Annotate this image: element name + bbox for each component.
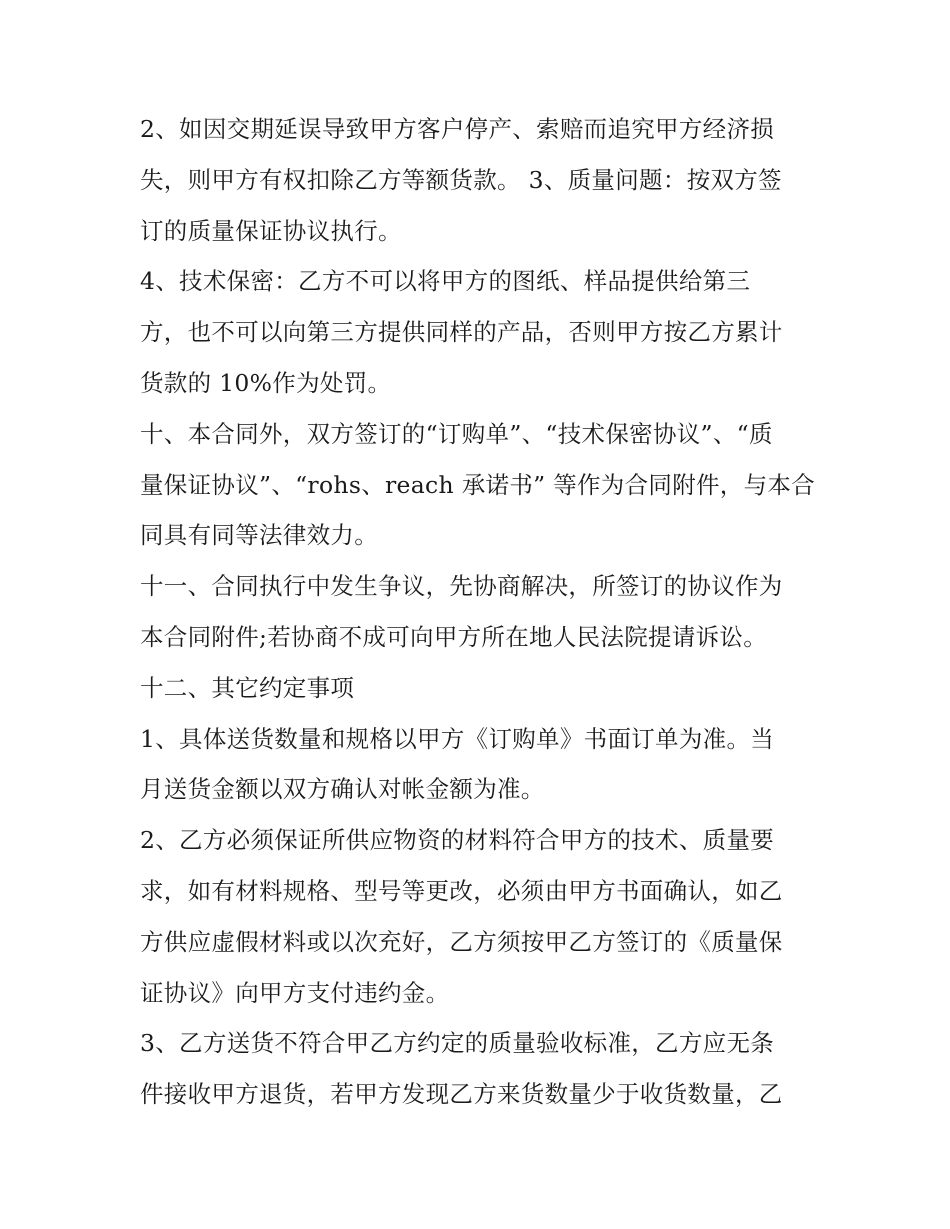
text-line: 1、具体送货数量和规格以甲方《订购单》书面订单为准。当 [140,724,775,753]
text-line: 方供应虚假材料或以次充好，乙方须按甲乙方签订的《质量保 [140,927,783,956]
text-line: 2、乙方必须保证所供应物资的材料符合甲方的技术、质量要 [140,826,775,855]
text-line: 订的质量保证协议执行。 [140,216,402,245]
text-line: 失，则甲方有权扣除乙方等额货款。 3、质量问题：按双方签 [140,165,782,194]
document-body [140,104,816,1120]
text-line: 方，也不可以向第三方提供同样的产品，否则甲方按乙方累计 [140,318,783,347]
text-line: 本合同附件;若协商不成可向甲方所在地人民法院提请诉讼。 [140,622,768,651]
text-line: 4、技术保密：乙方不可以将甲方的图纸、样品提供给第三 [140,267,751,296]
text-line: 同具有同等法律效力。 [140,521,378,550]
clause-twelve-heading [140,663,812,714]
text-line: 货款的 10%作为处罚。 [140,368,392,397]
section-heading: 十二、其它约定事项 [140,673,355,702]
text-line: 求，如有材料规格、型号等更改，必须由甲方书面确认，如乙 [140,876,783,905]
text-line: 2、如因交期延误导致甲方客户停产、索赔而追究甲方经济损 [140,115,775,143]
clause-twelve-item-3 [140,1018,812,1120]
clause-ten-attachments [140,409,816,561]
clause-twelve-item-2 [140,815,812,1018]
clause-technical-confidentiality [140,256,812,408]
clause-delivery-delay [140,104,812,256]
text-line: 量保证协议”、“rohs、reach 承诺书” 等作为合同附件，与本合 [140,470,816,499]
clause-eleven-disputes [140,561,812,663]
text-line: 证协议》向甲方支付违约金。 [140,978,450,1007]
text-line: 十、本合同外，双方签订的“订购单”、“技术保密协议”、“质 [140,419,773,448]
clause-twelve-item-1 [140,714,812,816]
text-line: 月送货金额以双方确认对帐金额为准。 [140,775,545,804]
text-line: 3、乙方送货不符合甲乙方约定的质量验收标准，乙方应无条 [140,1029,775,1058]
text-line: 十一、合同执行中发生争议，先协商解决，所签订的协议作为 [140,572,783,601]
text-line: 件接收甲方退货，若甲方发现乙方来货数量少于收货数量，乙 [140,1080,783,1109]
